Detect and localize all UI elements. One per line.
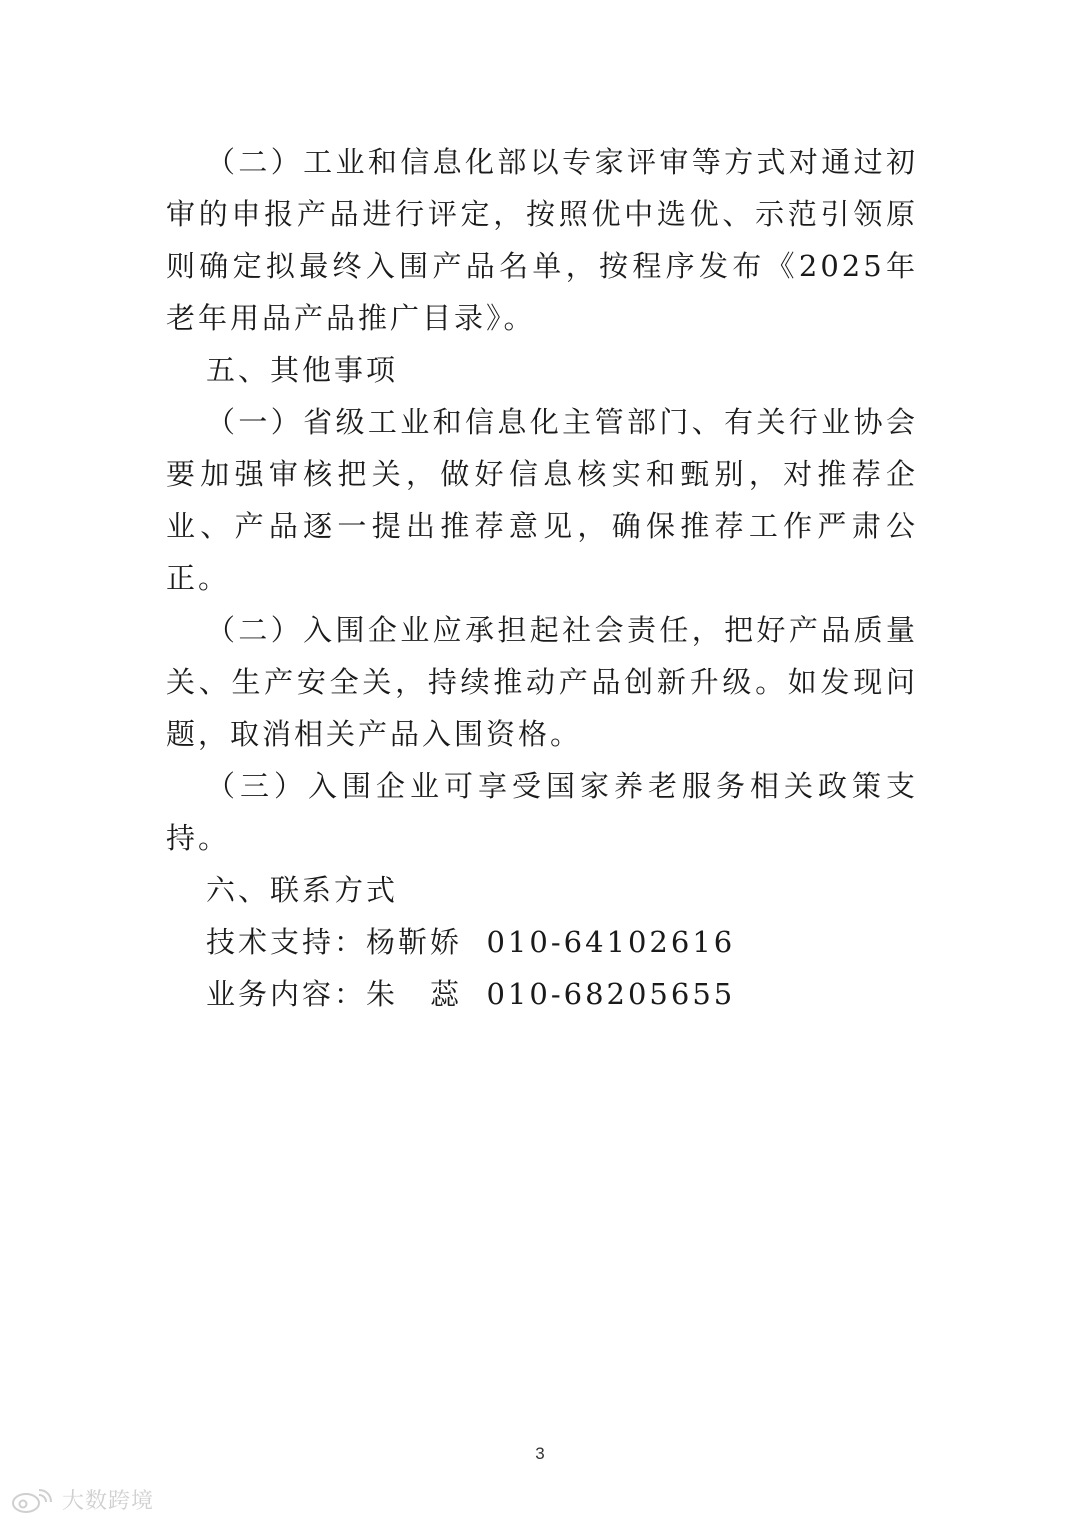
contact-business-content bbox=[166, 968, 918, 1020]
contact-phone: 010-64102616 bbox=[486, 925, 736, 959]
contact-technical-support bbox=[166, 916, 918, 968]
watermark bbox=[8, 1484, 154, 1515]
contact-name: 杨靳娇 bbox=[366, 925, 463, 959]
page-number: 3 bbox=[535, 1444, 545, 1463]
paragraph-review-requirements: （一）省级工业和信息化主管部门、有关行业协会要加强审核把关，做好信息核实和甄别，对推荐企业、产品逐一提出推荐意见，确保推荐工作严肃公正。 bbox=[166, 405, 918, 595]
section-heading-other-matters: 五、其他事项 bbox=[206, 353, 399, 387]
document-body bbox=[166, 136, 918, 1020]
paragraph-product-evaluation: （二）工业和信息化部以专家评审等方式对通过初审的申报产品进行评定，按照优中选优、示范引领原则确定拟最终入围产品名单，按程序发布《2025年老年用品产品推广目录》。 bbox=[166, 145, 918, 335]
watermark-text: 大数跨境 bbox=[62, 1489, 155, 1514]
contact-phone: 010-68205655 bbox=[486, 977, 736, 1011]
contact-label: 业务内容： bbox=[206, 977, 367, 1011]
contact-label: 技术支持： bbox=[206, 925, 367, 959]
weibo-style-logo-icon bbox=[8, 1485, 56, 1515]
section-heading-contact: 六、联系方式 bbox=[206, 873, 399, 907]
paragraph-enterprise-responsibility: （二）入围企业应承担起社会责任，把好产品质量关、生产安全关，持续推动产品创新升级。如发现问题，取消相关产品入围资格。 bbox=[166, 613, 918, 751]
paragraph-policy-support: （三）入围企业可享受国家养老服务相关政策支持。 bbox=[166, 769, 918, 855]
contact-name: 朱 蕊 bbox=[366, 977, 463, 1011]
